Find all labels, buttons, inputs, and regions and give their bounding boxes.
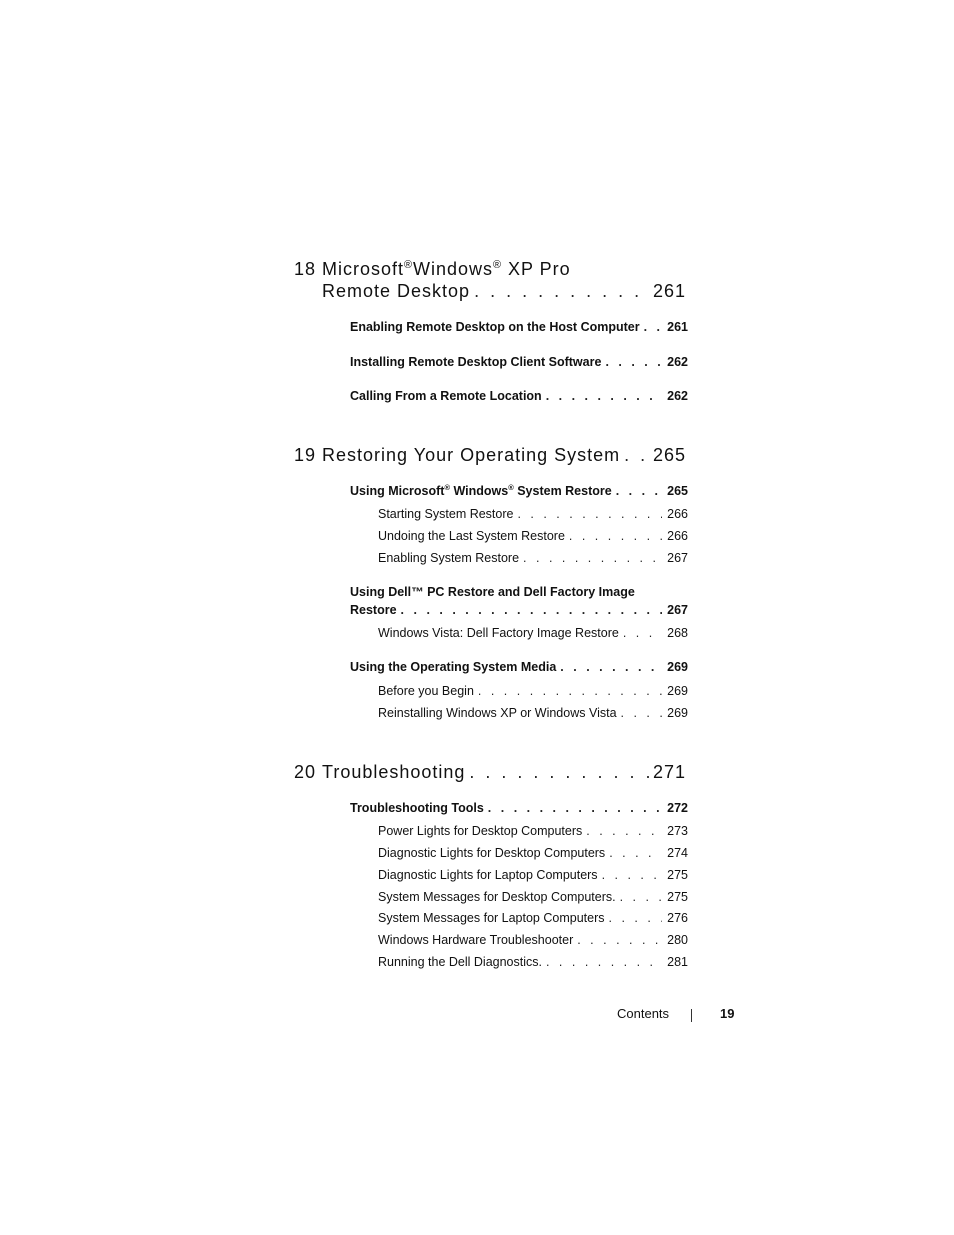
page-number: 272	[667, 801, 688, 815]
leader-dots	[469, 762, 649, 783]
footer-label: Contents	[617, 1006, 670, 1021]
page-number: 280	[667, 933, 688, 947]
footer-page-number: 19	[720, 1006, 735, 1021]
section-title: Calling From a Remote Location	[350, 389, 542, 403]
page-number: 261	[652, 281, 686, 301]
leader-dots	[569, 529, 662, 543]
page-number: 269	[667, 684, 688, 698]
section-title-line2: Restore	[350, 603, 397, 617]
page-number: 281	[667, 955, 688, 969]
page-number: 276	[667, 911, 688, 925]
page-number: 266	[667, 507, 688, 521]
subsection-title: Windows Vista: Dell Factory Image Restore	[378, 626, 619, 640]
toc-subsection-entry[interactable]	[378, 551, 688, 565]
toc-subsection-entry[interactable]	[378, 706, 688, 720]
chapter-title: Restoring Your Operating System	[322, 445, 621, 465]
section-title: Enabling Remote Desktop on the Host Computer	[350, 320, 640, 334]
chapter-number: 20	[294, 762, 317, 782]
chapter-18-title-line2[interactable]	[322, 281, 686, 302]
page-number: 265	[667, 484, 688, 498]
leader-dots	[609, 846, 662, 860]
subsection-title: Starting System Restore	[378, 507, 514, 521]
toc-section-entry[interactable]	[350, 320, 688, 334]
leader-dots	[560, 660, 662, 674]
leader-dots	[602, 868, 662, 882]
section-title: Troubleshooting Tools	[350, 801, 484, 815]
chapter-title: Troubleshooting	[322, 762, 466, 782]
leader-dots	[620, 890, 662, 904]
subsection-title: Enabling System Restore	[378, 551, 520, 565]
toc-section-entry[interactable]	[350, 660, 688, 674]
page-number: 267	[667, 603, 688, 617]
page-number: 261	[667, 320, 688, 334]
toc-section-entry[interactable]	[350, 603, 688, 617]
chapter-20-heading[interactable]	[322, 762, 686, 783]
footer-divider	[691, 1009, 692, 1022]
chapter-19-heading[interactable]	[322, 445, 686, 466]
page-number: 268	[667, 626, 688, 640]
subsection-title: System Messages for Laptop Computers	[378, 911, 605, 925]
leader-dots	[586, 824, 662, 838]
page-number: 275	[667, 868, 688, 882]
subsection-title: Power Lights for Desktop Computers	[378, 824, 583, 838]
toc-subsection-entry[interactable]	[378, 824, 688, 838]
chapter-number: 19	[294, 445, 317, 465]
toc-subsection-entry[interactable]	[378, 955, 688, 969]
page-number: 269	[667, 660, 688, 674]
toc-section-entry[interactable]	[350, 801, 688, 815]
subsection-title: Windows Hardware Troubleshooter	[378, 933, 574, 947]
page-number: 275	[667, 890, 688, 904]
leader-dots	[474, 281, 649, 302]
leader-dots	[401, 603, 662, 617]
leader-dots	[546, 955, 662, 969]
toc-subsection-entry[interactable]	[378, 626, 688, 640]
toc-subsection-entry[interactable]	[378, 846, 688, 860]
page-number: 273	[667, 824, 688, 838]
subsection-title: Diagnostic Lights for Desktop Computers	[378, 846, 606, 860]
page-number: 274	[667, 846, 688, 860]
subsection-title: Before you Begin	[378, 684, 474, 698]
leader-dots	[623, 626, 662, 640]
leader-dots	[616, 484, 662, 498]
leader-dots	[478, 684, 662, 698]
subsection-title: Diagnostic Lights for Laptop Computers	[378, 868, 598, 882]
leader-dots	[621, 706, 662, 720]
page-number: 262	[667, 355, 688, 369]
subsection-title: Undoing the Last System Restore	[378, 529, 565, 543]
toc-subsection-entry[interactable]	[378, 529, 688, 543]
page-number: 265	[652, 445, 686, 465]
page-number: 262	[667, 389, 688, 403]
leader-dots	[605, 355, 662, 369]
leader-dots	[517, 507, 662, 521]
section-title: Using the Operating System Media	[350, 660, 557, 674]
toc-subsection-entry[interactable]	[378, 911, 688, 925]
section-title-line1[interactable]: Using Dell™ PC Restore and Dell Factory Image	[350, 585, 635, 599]
subsection-title: Reinstalling Windows XP or Windows Vista	[378, 706, 617, 720]
section-title: Using Microsoft® Windows® System Restore	[350, 482, 612, 498]
leader-dots	[624, 445, 649, 466]
toc-section-entry[interactable]	[350, 389, 688, 403]
leader-dots	[577, 933, 662, 947]
leader-dots	[523, 551, 662, 565]
leader-dots	[488, 801, 662, 815]
toc-section-entry[interactable]	[350, 484, 688, 498]
subsection-title: Running the Dell Diagnostics.	[378, 955, 542, 969]
page-number: 269	[667, 706, 688, 720]
toc-subsection-entry[interactable]	[378, 868, 688, 882]
leader-dots	[609, 911, 663, 925]
toc-subsection-entry[interactable]	[378, 933, 688, 947]
subsection-title: System Messages for Desktop Computers.	[378, 890, 616, 904]
toc-section-entry[interactable]	[350, 355, 688, 369]
page-number: 267	[667, 551, 688, 565]
chapter-title-line2: Remote Desktop	[322, 281, 471, 301]
toc-subsection-entry[interactable]	[378, 684, 688, 698]
toc-subsection-entry[interactable]	[378, 507, 688, 521]
toc-subsection-entry[interactable]	[378, 890, 688, 904]
page-number: 266	[667, 529, 688, 543]
leader-dots	[546, 389, 662, 403]
leader-dots	[644, 320, 662, 334]
chapter-title-line1: Microsoft®Windows® XP Pro	[322, 259, 571, 279]
page-number: 271	[652, 762, 686, 782]
section-title: Installing Remote Desktop Client Software	[350, 355, 602, 369]
chapter-number: 18	[294, 259, 317, 279]
